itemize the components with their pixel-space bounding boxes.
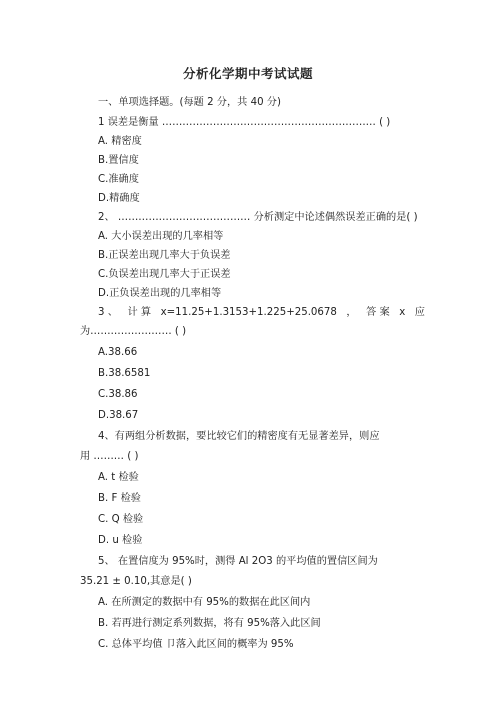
- question-3-option-b: B.38.6581: [98, 368, 151, 379]
- question-1-option-b: B.置信度: [98, 155, 139, 166]
- question-3-option-c: C.38.86: [98, 389, 138, 400]
- question-5-stem: 5、 在置信度为 95%时，测得 Al 2O3 的平均值的置信区间为: [98, 556, 378, 567]
- question-2-option-d: D.正负误差出现的几率相等: [98, 288, 222, 299]
- question-4-stem: 4、有两组分析数据，要比较它们的精密度有无显著差异，则应: [98, 431, 380, 442]
- question-5-option-a: A. 在所测定的数据中有 95%的数据在此区间内: [98, 597, 311, 608]
- question-2-option-a: A. 大小误差出现的几率相等: [98, 231, 224, 242]
- question-2-option-c: C.负误差出现几率大于正误差: [98, 269, 231, 280]
- question-3-option-a: A.38.66: [98, 347, 138, 358]
- question-1-option-d: D.精确度: [98, 193, 140, 204]
- question-4-option-b: B. F 检验: [98, 493, 141, 504]
- question-4-option-a: A. t 检验: [98, 472, 139, 483]
- question-4-option-d: D. u 检验: [98, 535, 143, 546]
- question-2-option-b: B.正误差出现几率大于负误差: [98, 250, 231, 261]
- question-1-stem: 1 误差是衡量 ……………………………………………………… ( ): [98, 117, 391, 128]
- question-4-stem-continuation: 用 ……… ( ): [80, 451, 139, 462]
- question-5-stem-continuation: 35.21 ± 0.10,其意是( ): [80, 576, 192, 587]
- question-3-stem: [98, 306, 425, 320]
- question-3-stem-continuation: 为…………………… ( ): [80, 326, 187, 337]
- question-3-variable: x: [399, 307, 406, 318]
- question-1-option-a: A. 精密度: [98, 136, 142, 147]
- question-3-option-d: D.38.67: [98, 410, 139, 421]
- document-title: 分析化学期中考试试题: [182, 66, 313, 81]
- question-3-verb: 计 算: [127, 307, 152, 318]
- question-3-expression: x=11.25+1.3153+1.225+25.0678: [160, 307, 337, 318]
- question-2-stem: 2、 ………………………………… 分析测定中论述偶然误差正确的是( ): [98, 212, 418, 223]
- question-4-option-c: C. Q 检验: [98, 514, 144, 525]
- question-3-should: 应: [414, 307, 425, 318]
- section-heading: 一、单项选择题。(每题 2 分，共 40 分): [98, 97, 281, 108]
- question-5-option-b: B. 若再进行测定系列数据，将有 95%落入此区间: [98, 618, 321, 629]
- question-5-option-c: C. 总体平均值 卩落入此区间的概率为 95%: [98, 639, 294, 650]
- question-1-option-c: C.准确度: [98, 174, 139, 185]
- question-3-number: 3 、: [98, 307, 118, 318]
- question-3-comma: ，: [346, 307, 357, 318]
- question-3-answer-word: 答 案: [366, 307, 390, 318]
